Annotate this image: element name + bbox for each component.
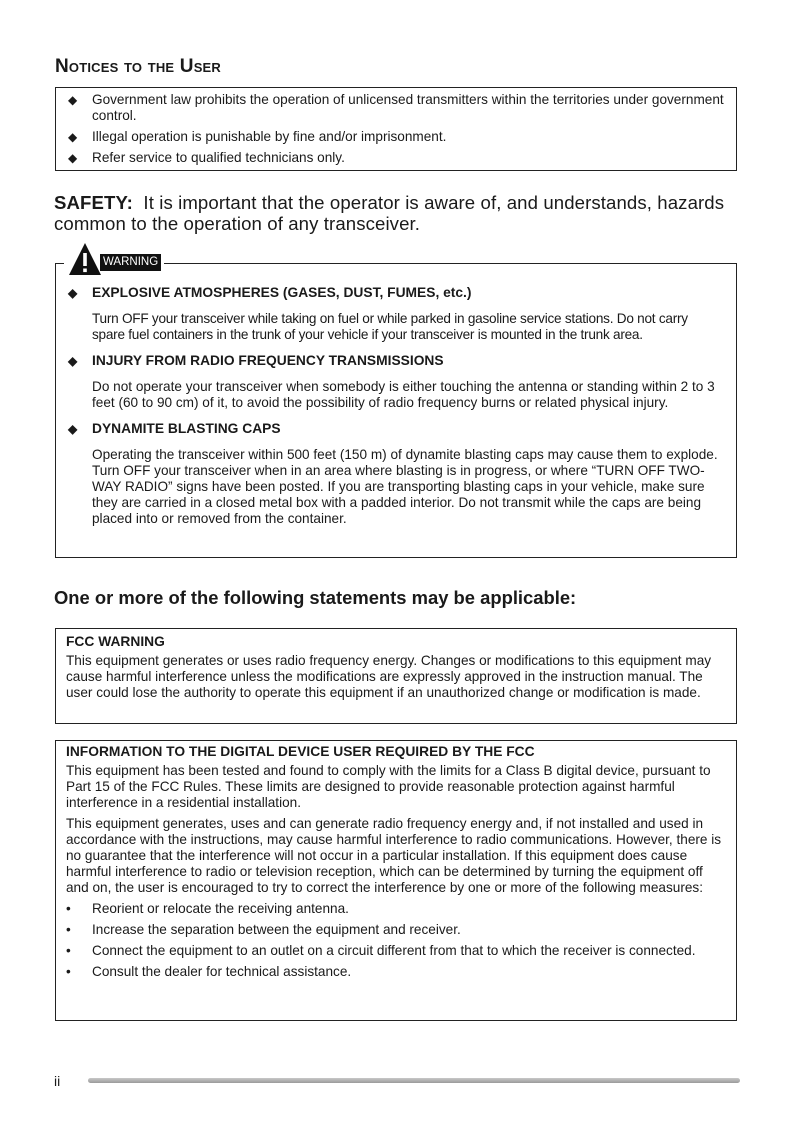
digital-info-paragraph: This equipment generates, uses and can generate radio frequency energy and, if not installed and used in accordance with the instructions, may cause harmful interference to radio communications. However, there is no guarantee that the interference will not occur in a particular installation. If this equipment does cause harmful interference to radio or television reception, which can be determined by turning the equipment off and on, the user is encouraged to try to correct the interference by one or more of the following measures: [66,816,722,895]
measure-text: Connect the equipment to an outlet on a circuit different from that to which the receiver is connected. [92,943,696,958]
fcc-warning-text: This equipment generates or uses radio frequency energy. Changes or modifications to this equipment may cause harmful interference unless the modifications are expressly approved in the instruction manual. The user could lose the authority to operate this equipment if an unauthorized change or modification is made. [66,653,712,700]
fcc-warning-box [55,628,737,724]
diamond-bullet-icon: ◆ [68,151,78,165]
hazard-heading [66,420,726,438]
list-item [66,92,726,124]
measure-text: Reorient or relocate the receiving antenna. [92,901,349,916]
warning-box [55,263,737,558]
safety-statement [54,192,754,234]
notice-text: Government law prohibits the operation of unlicensed transmitters within the territories under government control. [92,92,724,123]
hazard-heading-text: INJURY FROM RADIO FREQUENCY TRANSMISSIONS [92,353,444,368]
footer-rule [88,1078,740,1083]
diamond-bullet-icon: ◆ [68,354,78,368]
bullet-icon: • [66,964,71,979]
bullet-icon: • [66,943,71,958]
list-item [66,943,726,959]
measure-text: Consult the dealer for technical assistance. [92,964,352,979]
measure-text: Increase the separation between the equipment and receiver. [92,922,461,937]
hazard-section [66,284,726,343]
list-item [66,964,726,980]
hazard-body: Turn OFF your transceiver while taking on fuel or while parked in gasoline service stations. Do not carry spare fuel containers in the trunk of your vehicle if your transceiver is mounted in the trunk area. [92,311,688,342]
list-item [66,129,726,145]
warning-triangle-icon [68,242,102,276]
hazard-heading [66,352,726,370]
hazard-section [66,420,726,527]
list-item [66,150,726,166]
digital-info-paragraph: This equipment has been tested and found to comply with the limits for a Class B digital device, pursuant to Part 15 of the FCC Rules. These limits are designed to provide reasonable protection against harmful interference in a residential installation. [66,763,711,810]
bullet-icon: • [66,901,71,916]
diamond-bullet-icon: ◆ [68,422,78,436]
notices-title: Notices to the User [55,56,222,77]
notices-box [55,87,737,171]
hazard-body: Operating the transceiver within 500 feet (150 m) of dynamite blasting caps may cause them to explode. Turn OFF your transceiver when in an area where blasting is in progress, or where “TURN OFF TWO-WAY RADIO” signs have been posted. If you are transporting blasting caps in your vehicle, make sure they are carried in a closed metal box with a padded interior. Do not transmit while the caps are being placed into or removed from the container. [92,447,718,526]
diamond-bullet-icon: ◆ [68,130,78,144]
notice-text: Refer service to qualified technicians only. [92,150,345,165]
list-item [66,901,726,917]
hazard-heading-text: EXPLOSIVE ATMOSPHERES (GASES, DUST, FUMES, etc.) [92,285,472,300]
diamond-bullet-icon: ◆ [68,286,78,300]
warning-badge [64,242,164,276]
measures-list [66,901,726,980]
hazard-body: Do not operate your transceiver when somebody is either touching the antenna or standing within 2 to 3 feet (60 to 90 cm) of it, to avoid the possibility of radio frequency burns or related physical injury. [92,379,715,410]
page-number: ii [54,1073,61,1089]
diamond-bullet-icon: ◆ [68,93,78,107]
list-item [66,922,726,938]
bullet-icon: • [66,922,71,937]
safety-text: It is important that the operator is aware of, and understands, hazards common to the operation of any transceiver. [54,192,725,234]
notice-text: Illegal operation is punishable by fine and/or imprisonment. [92,129,447,144]
hazard-heading [66,284,726,302]
fcc-warning-heading: FCC WARNING [66,634,165,649]
notices-list [66,92,726,166]
digital-info-heading: INFORMATION TO THE DIGITAL DEVICE USER REQUIRED BY THE FCC [66,744,535,759]
hazard-heading-text: DYNAMITE BLASTING CAPS [92,421,281,436]
digital-device-info-box [55,740,737,1021]
applicable-heading: One or more of the following statements may be applicable: [54,587,577,608]
hazard-section [66,352,726,411]
safety-label: SAFETY: [54,192,133,213]
warning-label: WARNING [100,254,161,271]
